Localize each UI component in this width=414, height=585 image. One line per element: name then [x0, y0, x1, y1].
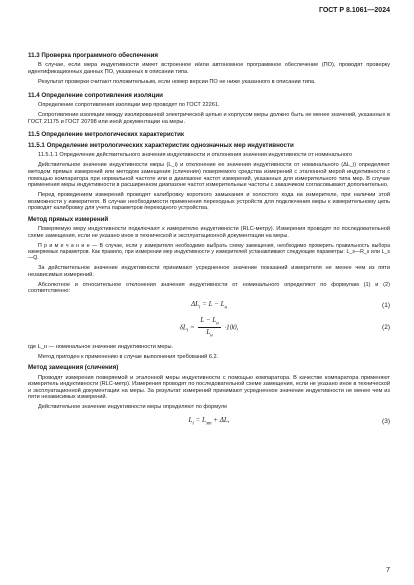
section-11-4	[28, 92, 390, 126]
formula-expression: $L_i = L_{эт} + \Delta L$,	[188, 415, 230, 427]
paragraph: Абсолютное и относительное отклонения значения индуктивности от номинального определяют по формулам (1) и (2) соответственно:	[28, 281, 390, 295]
paragraph: В случае, если мера индуктивности имеет встроенное и/или автономное программное обеспечение (ПО), проводят проверку идентификационных данных ПО, указанных в описании типа.	[28, 62, 390, 76]
paragraph: Проводят измерения поверяемой и эталонной меры индуктивности с помощью компаратора. В качестве компаратора применяют измеритель индуктивности (RLC-метр). Измерения проводят по последовательной схеме замещения, если не указано иное в технической и эксплуатационной документации на меры. За результат измерений принимают усредненное значение индуктивности не менее чем из пяти независимых измерений.	[28, 374, 390, 401]
paragraph: Перед проведением измерений проводят калибровку короткого замыкания и холостого хода на измерителе, при наличии этой возможности у измерителя. В случае необходимости применения переходных устройств для подключения меры к измерительному цепь проводят калибровку для учета параметров переходного устройства.	[28, 192, 390, 212]
subsection-title: 11.5.1 Определение метрологических характеристик однозначных мер индуктивности	[28, 141, 294, 149]
method-title: Метод прямых измерений	[28, 215, 109, 223]
paragraph: Сопротивление изоляции между изолированной электрической цепью и корпусом меры должно быть не менее значений, указанных в ГОСТ 21175 и ГОСТ 20798 или иной документации на меры.	[28, 112, 390, 125]
formula-1	[28, 299, 390, 312]
section-title: 11.5 Определение метрологических характеристик	[28, 131, 185, 139]
paragraph: Метод пригоден к применению в случае выполнения требований 6.2.	[38, 354, 219, 361]
formula-expression: $\Delta L_i = L - L_н$	[191, 299, 227, 311]
paragraph: 11.5.1.1 Определение действительного значения индуктивности и отклонения значения индуктивности от номинального	[38, 152, 352, 159]
formula-number: (1)	[382, 301, 390, 309]
formula-number: (2)	[382, 324, 390, 332]
section-title: 11.3 Проверка программного обеспечения	[28, 52, 158, 59]
paragraph: Действительное значение индуктивности меры определяют по формуле	[38, 404, 228, 411]
document-body	[28, 52, 390, 567]
formula-where: где L_н — номинальное значение индуктивности меры.	[28, 343, 174, 350]
formula-number: (3)	[382, 417, 390, 425]
page-number: 7	[386, 566, 390, 574]
formula-2	[28, 317, 390, 339]
section-title: 11.4 Определение сопротивления изоляции	[28, 91, 163, 99]
paragraph: Действительное значение индуктивности меры (L_i) и отклонение ее значения индуктивности от номинального (ΔL_i) определяют методом прямых измерений или методом замещения (сличения) поверяемого средства измерений с эталонной мерой индуктивности с помощью компаратора при нормальной частоте или в диапазоне частот измерений, указанных для измерительного типа мер. В случае применения меры индуктивности в расширенном диапазоне частот измерительные частоты с заказчиком согласовывают дополнительно.	[28, 162, 390, 189]
note: П р и м е ч а н и е — В случае, если у измерителя необходимо выбрать схему замещения, необходимо проверить правильность выбора измеряемых параметров. Как правило, при измерении мер индуктивности у измерителей устанавливают следующие параметры: L_s—R_s или L_s—Q.	[28, 242, 390, 261]
page-header: ГОСТ Р 8.1061—2024	[318, 7, 390, 14]
method-title: Метод замещения (сличения)	[28, 364, 119, 372]
paragraph: Результат проверки считают положительным, если номер версии ПО не ниже указанного в описании типа.	[38, 79, 316, 86]
paragraph: За действительное значение индуктивности принимают усредненное значение показаний измерителя не менее чем из пяти независимых измерений.	[28, 265, 390, 278]
formula-expression: $\delta L_i$ = $\frac{L - L_н}{L_н}$ ·100,	[179, 316, 239, 339]
paragraph: Определение сопротивления изоляции мер проводят по ГОСТ 22261.	[38, 102, 220, 109]
section-11-5	[28, 131, 390, 428]
formula-3	[28, 415, 390, 428]
paragraph: Поверяемую меру индуктивности подключают к измерителю индуктивности (RLC-метру). Измерения проводят по последовательной схеме замещения, если не указано иное в технической и эксплуатационной документации на меры.	[28, 226, 390, 239]
section-11-3	[28, 52, 390, 86]
fraction: $\frac{L - L_н}{L_н}$	[200, 316, 219, 339]
